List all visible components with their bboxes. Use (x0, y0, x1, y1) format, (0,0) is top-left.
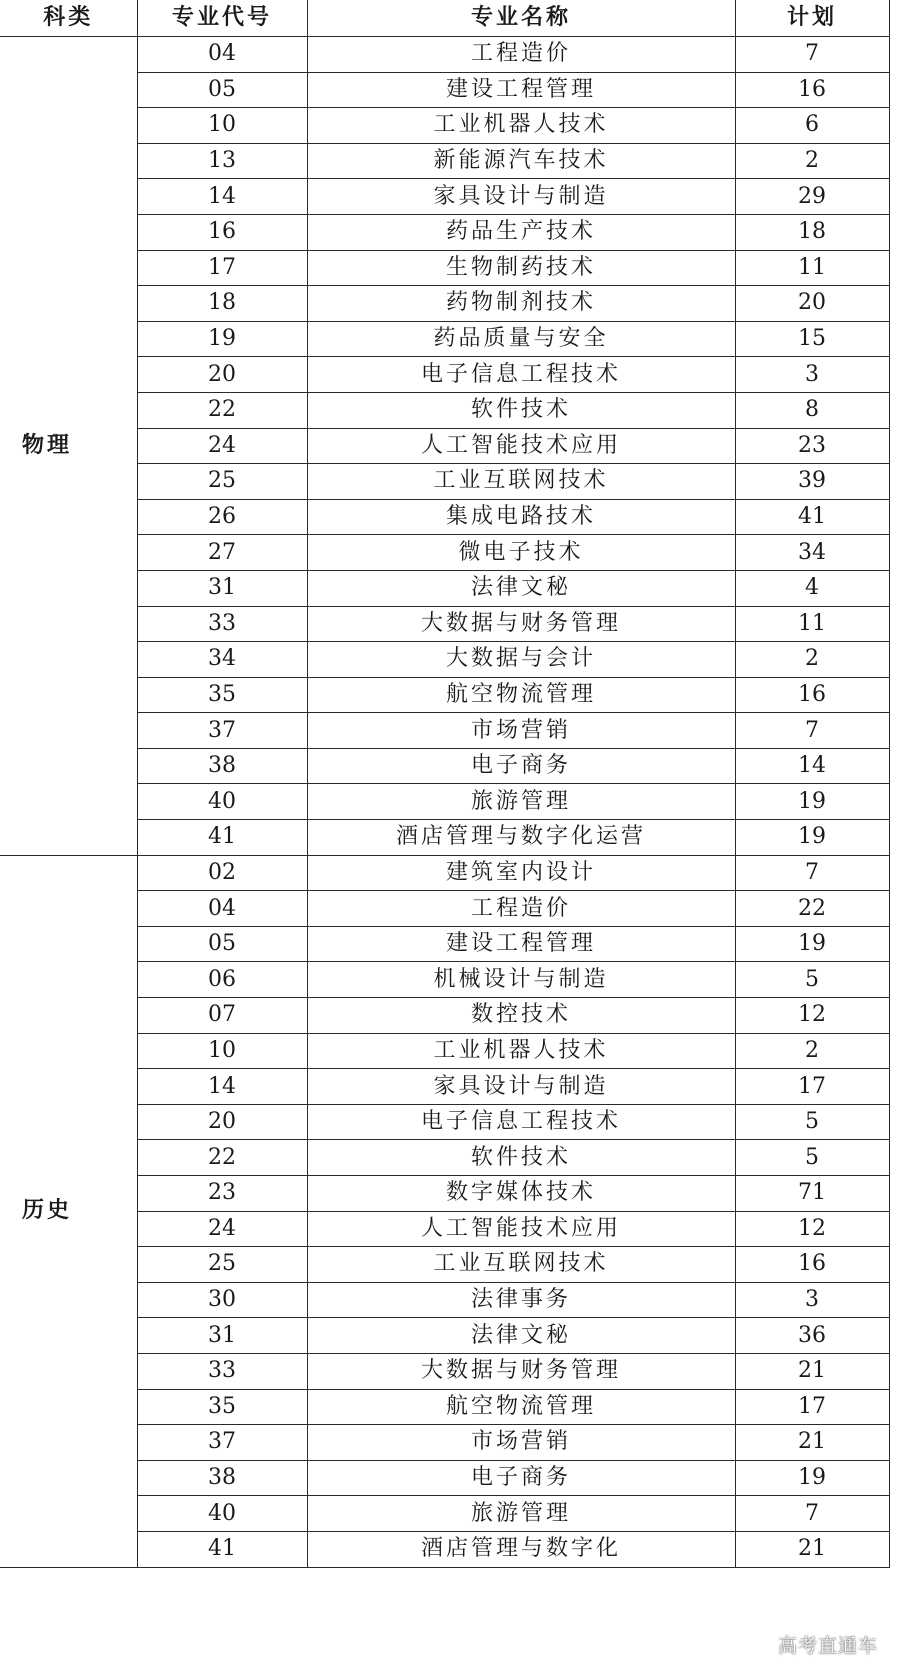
major-name-cell: 人工智能技术应用 (307, 1211, 735, 1247)
major-name-cell: 数字媒体技术 (307, 1176, 735, 1212)
major-name-cell: 机械设计与制造 (307, 962, 735, 998)
major-code-cell: 22 (137, 392, 307, 428)
major-code-cell: 27 (137, 535, 307, 571)
plan-count-cell: 4 (735, 570, 889, 606)
major-code-cell: 30 (137, 1282, 307, 1318)
major-code-cell: 31 (137, 570, 307, 606)
table-body (0, 37, 889, 1568)
major-code-cell: 16 (137, 214, 307, 250)
major-code-cell: 33 (137, 606, 307, 642)
plan-count-cell: 21 (735, 1425, 889, 1461)
plan-count-cell: 12 (735, 1211, 889, 1247)
major-name-cell: 新能源汽车技术 (307, 143, 735, 179)
plan-count-cell: 71 (735, 1176, 889, 1212)
plan-count-cell: 18 (735, 214, 889, 250)
major-name-cell: 集成电路技术 (307, 499, 735, 535)
plan-count-cell: 22 (735, 891, 889, 927)
major-name-cell: 电子商务 (307, 1460, 735, 1496)
major-name-cell: 软件技术 (307, 1140, 735, 1176)
plan-count-cell: 16 (735, 1247, 889, 1283)
major-code-cell: 37 (137, 1425, 307, 1461)
major-code-cell: 18 (137, 286, 307, 322)
major-code-cell: 10 (137, 108, 307, 144)
major-name-cell: 工程造价 (307, 37, 735, 73)
plan-count-cell: 19 (735, 926, 889, 962)
plan-count-cell: 6 (735, 108, 889, 144)
major-name-cell: 工程造价 (307, 891, 735, 927)
plan-count-cell: 5 (735, 962, 889, 998)
plan-count-cell: 7 (735, 855, 889, 891)
major-code-cell: 20 (137, 1104, 307, 1140)
major-code-cell: 25 (137, 1247, 307, 1283)
major-code-cell: 24 (137, 1211, 307, 1247)
plan-count-cell: 3 (735, 1282, 889, 1318)
major-name-cell: 人工智能技术应用 (307, 428, 735, 464)
major-code-cell: 34 (137, 642, 307, 678)
major-name-cell: 药物制剂技术 (307, 286, 735, 322)
major-code-cell: 38 (137, 748, 307, 784)
plan-count-cell: 23 (735, 428, 889, 464)
header-plan-count: 计划 (735, 0, 889, 37)
subject-category-cell: 历史 (0, 855, 137, 1567)
plan-count-cell: 16 (735, 677, 889, 713)
major-code-cell: 13 (137, 143, 307, 179)
plan-count-cell: 3 (735, 357, 889, 393)
plan-count-cell: 41 (735, 499, 889, 535)
major-name-cell: 电子信息工程技术 (307, 1104, 735, 1140)
plan-count-cell: 21 (735, 1353, 889, 1389)
major-code-cell: 25 (137, 464, 307, 500)
plan-count-cell: 21 (735, 1531, 889, 1567)
plan-count-cell: 5 (735, 1104, 889, 1140)
plan-count-cell: 7 (735, 1496, 889, 1532)
major-code-cell: 14 (137, 179, 307, 215)
major-code-cell: 19 (137, 321, 307, 357)
major-name-cell: 大数据与财务管理 (307, 606, 735, 642)
table-row (0, 855, 889, 891)
plan-count-cell: 29 (735, 179, 889, 215)
major-code-cell: 04 (137, 891, 307, 927)
plan-count-cell: 14 (735, 748, 889, 784)
plan-count-cell: 17 (735, 1389, 889, 1425)
major-name-cell: 大数据与会计 (307, 642, 735, 678)
major-code-cell: 38 (137, 1460, 307, 1496)
plan-count-cell: 19 (735, 820, 889, 856)
major-code-cell: 33 (137, 1353, 307, 1389)
major-name-cell: 法律事务 (307, 1282, 735, 1318)
major-name-cell: 建设工程管理 (307, 72, 735, 108)
major-name-cell: 航空物流管理 (307, 1389, 735, 1425)
major-name-cell: 家具设计与制造 (307, 1069, 735, 1105)
plan-count-cell: 12 (735, 998, 889, 1034)
header-major-code: 专业代号 (137, 0, 307, 37)
major-name-cell: 建筑室内设计 (307, 855, 735, 891)
plan-count-cell: 2 (735, 642, 889, 678)
major-code-cell: 02 (137, 855, 307, 891)
major-name-cell: 药品质量与安全 (307, 321, 735, 357)
major-code-cell: 10 (137, 1033, 307, 1069)
plan-count-cell: 34 (735, 535, 889, 571)
plan-count-cell: 2 (735, 143, 889, 179)
table-row (0, 37, 889, 73)
major-name-cell: 电子商务 (307, 748, 735, 784)
plan-count-cell: 2 (735, 1033, 889, 1069)
plan-count-cell: 39 (735, 464, 889, 500)
major-code-cell: 31 (137, 1318, 307, 1354)
major-code-cell: 23 (137, 1176, 307, 1212)
major-name-cell: 药品生产技术 (307, 214, 735, 250)
plan-count-cell: 8 (735, 392, 889, 428)
major-name-cell: 工业互联网技术 (307, 464, 735, 500)
major-code-cell: 35 (137, 1389, 307, 1425)
major-name-cell: 大数据与财务管理 (307, 1353, 735, 1389)
major-name-cell: 电子信息工程技术 (307, 357, 735, 393)
plan-count-cell: 15 (735, 321, 889, 357)
plan-count-cell: 36 (735, 1318, 889, 1354)
major-code-cell: 40 (137, 1496, 307, 1532)
major-code-cell: 35 (137, 677, 307, 713)
plan-count-cell: 17 (735, 1069, 889, 1105)
plan-count-cell: 11 (735, 250, 889, 286)
major-code-cell: 14 (137, 1069, 307, 1105)
plan-count-cell: 5 (735, 1140, 889, 1176)
major-code-cell: 37 (137, 713, 307, 749)
major-name-cell: 航空物流管理 (307, 677, 735, 713)
major-name-cell: 工业机器人技术 (307, 108, 735, 144)
major-name-cell: 法律文秘 (307, 570, 735, 606)
major-name-cell: 酒店管理与数字化运营 (307, 820, 735, 856)
plan-count-cell: 16 (735, 72, 889, 108)
major-code-cell: 07 (137, 998, 307, 1034)
watermark-text: 高考直通车 (777, 1635, 878, 1657)
major-name-cell: 酒店管理与数字化 (307, 1531, 735, 1567)
major-name-cell: 微电子技术 (307, 535, 735, 571)
major-name-cell: 工业互联网技术 (307, 1247, 735, 1283)
major-code-cell: 06 (137, 962, 307, 998)
major-name-cell: 旅游管理 (307, 1496, 735, 1532)
header-subject-category: 科类 (0, 0, 137, 37)
header-major-name: 专业名称 (307, 0, 735, 37)
major-code-cell: 22 (137, 1140, 307, 1176)
plan-count-cell: 7 (735, 37, 889, 73)
major-code-cell: 04 (137, 37, 307, 73)
major-code-cell: 17 (137, 250, 307, 286)
table-header-row (0, 0, 889, 37)
major-name-cell: 家具设计与制造 (307, 179, 735, 215)
major-code-cell: 40 (137, 784, 307, 820)
major-name-cell: 旅游管理 (307, 784, 735, 820)
subject-category-cell: 物理 (0, 37, 137, 856)
major-code-cell: 26 (137, 499, 307, 535)
major-name-cell: 市场营销 (307, 713, 735, 749)
plan-count-cell: 11 (735, 606, 889, 642)
major-code-cell: 20 (137, 357, 307, 393)
major-name-cell: 生物制药技术 (307, 250, 735, 286)
plan-count-cell: 19 (735, 784, 889, 820)
major-name-cell: 建设工程管理 (307, 926, 735, 962)
major-name-cell: 法律文秘 (307, 1318, 735, 1354)
major-code-cell: 05 (137, 72, 307, 108)
major-code-cell: 05 (137, 926, 307, 962)
major-name-cell: 工业机器人技术 (307, 1033, 735, 1069)
major-code-cell: 41 (137, 1531, 307, 1567)
major-name-cell: 软件技术 (307, 392, 735, 428)
major-name-cell: 数控技术 (307, 998, 735, 1034)
major-name-cell: 市场营销 (307, 1425, 735, 1461)
plan-count-cell: 19 (735, 1460, 889, 1496)
plan-count-cell: 7 (735, 713, 889, 749)
major-code-cell: 41 (137, 820, 307, 856)
major-code-cell: 24 (137, 428, 307, 464)
plan-count-cell: 20 (735, 286, 889, 322)
